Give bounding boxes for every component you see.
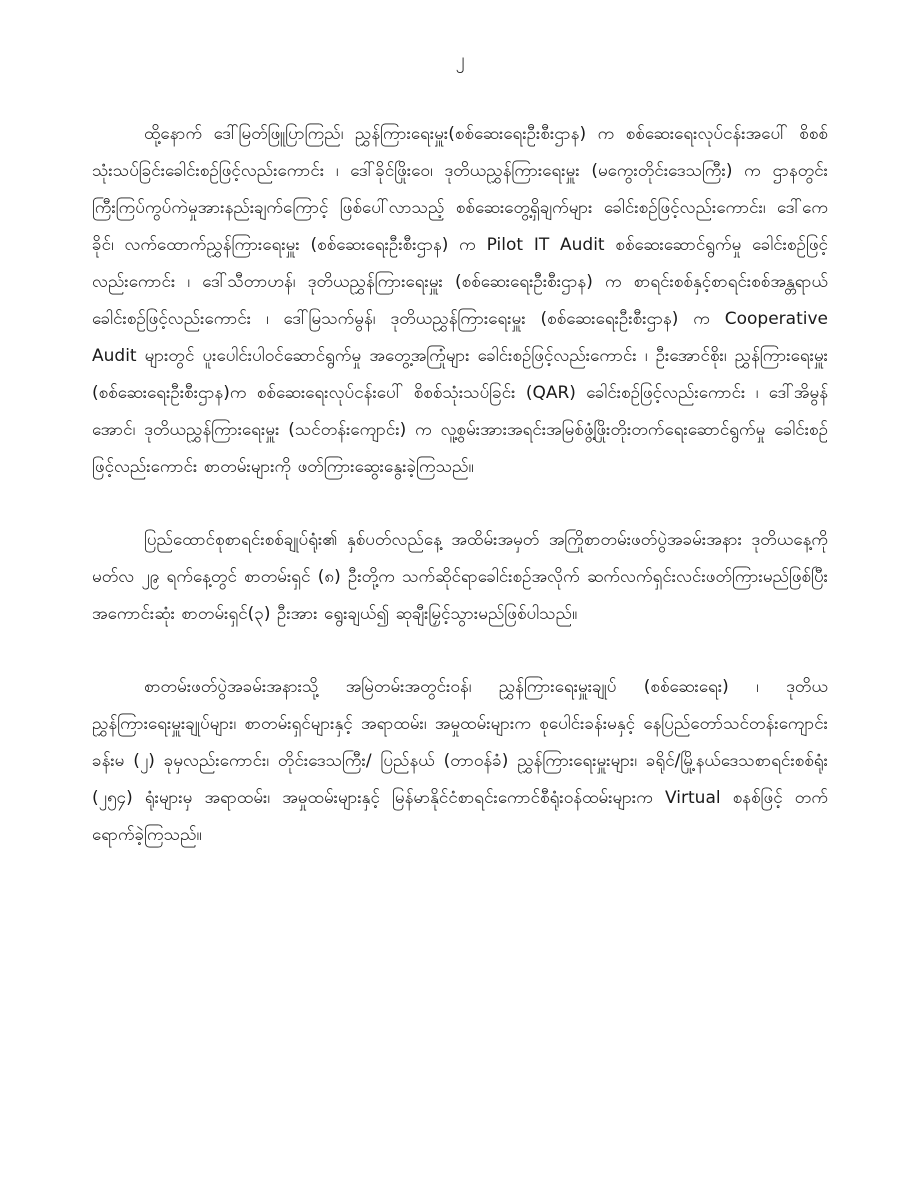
page-number: ၂ (455, 49, 465, 70)
paragraph-attendees: စာတမ်းဖတ်ပွဲအခမ်းအနားသို့ အမြဲတမ်းအတွင်းဝန်၊ ညွှန်ကြားရေးမှူးချုပ် (စစ်ဆေးရေး) ၊ ဒုတိယညွှန်ကြားရေးမှူးချုပ်များ၊ စာတမ်းရှင်များနှင့် အရာထမ်း၊ အမှုထမ်းများက စုပေါင်းခန်းမနှင့် နေပြည်တော်သင်တန်းကျောင်းခန်းမ (၂) ခုမှလည်းကောင်း၊ တိုင်းဒေသကြီး/ ပြည်နယ် (တာဝန်ခံ) ညွှန်ကြားရေးမှူးများ၊ ခရိုင်/မြို့နယ်ဒေသစာရင်းစစ်ရုံး (၂၅၄) ရုံးများမှ အရာထမ်း၊ အမှုထမ်းများနှင့် မြန်မာနိုင်ငံစာရင်းကောင်စီရုံးဝန်ထမ်းများက Virtual စနစ်ဖြင့် တက်ရောက်ခဲ့ကြသည်။ (92, 677, 828, 845)
paragraph-second-day: ပြည်ထောင်စုစာရင်းစစ်ချုပ်ရုံး၏ နှစ်ပတ်လည်နေ့ အထိမ်းအမှတ် အကြိုစာတမ်းဖတ်ပွဲအခမ်းအနား ဒုတိယနေ့ကို မတ်လ ၂၉ ရက်နေ့တွင် စာတမ်းရှင် (၈) ဦးတို့က သက်ဆိုင်ရာခေါင်းစဉ်အလိုက် ဆက်လက်ရှင်းလင်းဖတ်ကြားမည်ဖြစ်ပြီး အကောင်းဆုံး စာတမ်းရှင်(၃) ဦးအား ရွေးချယ်၍ ဆုချီးမြှင့်သွားမည်ဖြစ်ပါသည်။ (92, 530, 828, 624)
paragraph-presentations: ထို့နောက် ဒေါ်မြတ်ဖြူပြာကြည်၊ ညွှန်ကြားရေးမှူး(စစ်ဆေးရေးဦးစီးဌာန) က စစ်ဆေးရေးလုပ်ငန်းအပေါ် စိစစ်သုံးသပ်ခြင်းခေါင်းစဉ်ဖြင့်လည်းကောင်း ၊ ဒေါ်ခိုင်ဖြိုးဝေ၊ ဒုတိယညွှန်ကြားရေးမှူး (မကွေးတိုင်းဒေသကြီး) က ဌာနတွင်းကြီးကြပ်ကွပ်ကဲမှုအားနည်းချက်ကြောင့် ဖြစ်ပေါ်လာသည့် စစ်ဆေးတွေ့ရှိချက်များ ခေါင်းစဉ်ဖြင့်လည်းကောင်း၊ ဒေါ်ကေခိုင်၊ လက်ထောက်ညွှန်ကြားရေးမှူး (စစ်ဆေးရေးဦးစီးဌာန) က Pilot IT Audit စစ်ဆေးဆောင်ရွက်မှု ခေါင်းစဉ်ဖြင့်လည်းကောင်း ၊ ဒေါ်သီတာဟန်၊ ဒုတိယညွှန်ကြားရေးမှူး (စစ်ဆေးရေးဦးစီးဌာန) က စာရင်းစစ်နှင့်စာရင်းစစ်အန္တရာယ် ခေါင်းစဉ်ဖြင့်လည်းကောင်း ၊ ဒေါ်မြသက်မွန်၊ ဒုတိယညွှန်ကြားရေးမှူး (စစ်ဆေးရေးဦးစီးဌာန) က Cooperative Audit များတွင် ပူးပေါင်းပါဝင်ဆောင်ရွက်မှု အတွေ့အကြုံများ ခေါင်းစဉ်ဖြင့်လည်းကောင်း ၊ ဦးအောင်စိုး၊ ညွှန်ကြားရေးမှူး (စစ်ဆေးရေးဦးစီးဌာန)က စစ်ဆေးရေးလုပ်ငန်းပေါ် စိစစ်သုံးသပ်ခြင်း (QAR) ခေါင်းစဉ်ဖြင့်လည်းကောင်း ၊ ဒေါ်အိမွန်အောင်၊ ဒုတိယညွှန်ကြားရေးမှူး (သင်တန်းကျောင်း) က လူ့စွမ်းအားအရင်းအမြစ်ဖွံ့ဖြိုးတိုးတက်ရေးဆောင်ရွက်မှု ခေါင်းစဉ်ဖြင့်လည်းကောင်း စာတမ်းများကို ဖတ်ကြားဆွေးနွေးခဲ့ကြသည်။ (92, 124, 828, 477)
